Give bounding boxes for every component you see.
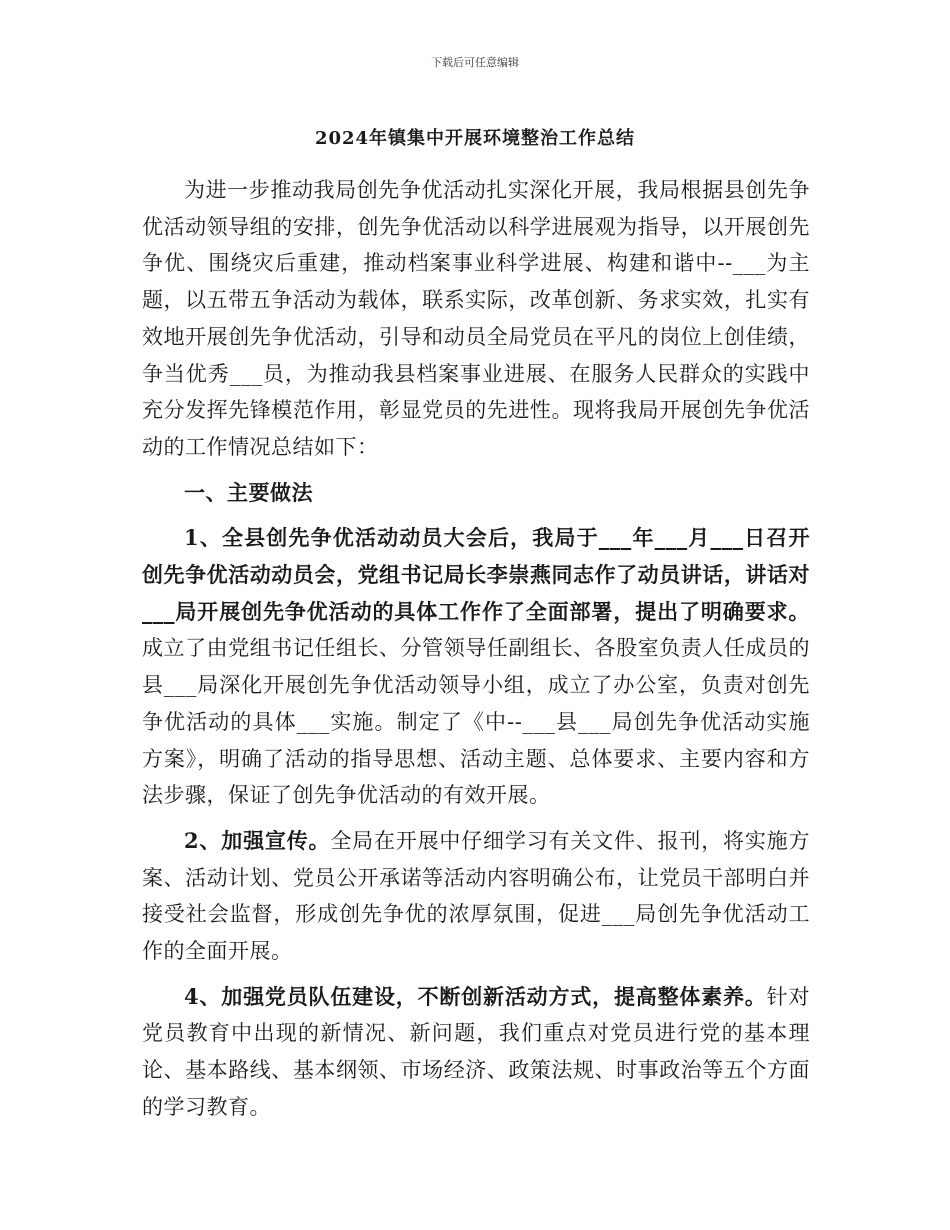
paragraph-item-1-lead: 1、全县创先争优活动动员大会后，我局于___年___月___日召开创先争优活动动员会，党组书记局长李崇燕同志作了动员讲话，讲话对___局开展创先争优活动的具体工作作了全面部署，提出了明确要求。: [142, 525, 810, 624]
document-title: 2024年镇集中开展环境整治工作总结: [314, 128, 636, 149]
paragraph-item-2: [142, 823, 810, 970]
paragraph-item-1-body: 成立了由党组书记任组长、分管领导任副组长、各股室负责人任成员的县___局深化开展创先争优活动领导小组，成立了办公室，负责对创先争优活动的具体___实施。制定了《中--___县___局创先争优活动实施方案》，明确了活动的指导思想、活动主题、总体要求、主要内容和方法步骤，保证了创先争优活动的有效开展。: [142, 636, 810, 808]
paragraph-item-1: [142, 520, 810, 814]
paragraph-item-4: [142, 979, 810, 1126]
paragraph-item-4-body: 针对党员教育中出现的新情况、新问题，我们重点对党员进行党的基本理论、基本路线、基本纲领、市场经济、政策法规、时事政治等五个方面的学习教育。: [142, 984, 810, 1119]
section-heading: 一、主要做法: [184, 479, 313, 505]
paragraph-item-2-body: 全局在开展中仔细学习有关文件、报刊，将实施方案、活动计划、党员公开承诺等活动内容明确公布，让党员干部明白并接受社会监督，形成创先争优的浓厚氛围，促进___局创先争优活动工作的全面开展。: [142, 828, 810, 964]
intro-paragraph: 为进一步推动我局创先争优活动扎实深化开展，我局根据县创先争优活动领导组的安排，创先争优活动以科学进展观为指导，以开展创先争优、围绕灾后重建，推动档案事业科学进展、构建和谐中--___为主题，以五带五争活动为载体，联系实际，改革创新、务求实效，扎实有效地开展创先争优活动，引导和动员全局党员在平凡的岗位上创佳绩，争当优秀___员，为推动我县档案事业进展、在服务人民群众的实践中充分发挥先锋模范作用，彰显党员的先进性。现将我局开展创先争优活动的工作情况总结如下：: [142, 178, 810, 459]
paragraph-item-4-lead: 4、加强党员队伍建设，不断创新活动方式，提高整体素养。: [184, 983, 767, 1009]
paragraph-item-2-lead: 2、加强宣传。: [184, 827, 331, 853]
header-note: 下载后可任意编辑: [431, 56, 519, 69]
document-body: [142, 172, 810, 1126]
